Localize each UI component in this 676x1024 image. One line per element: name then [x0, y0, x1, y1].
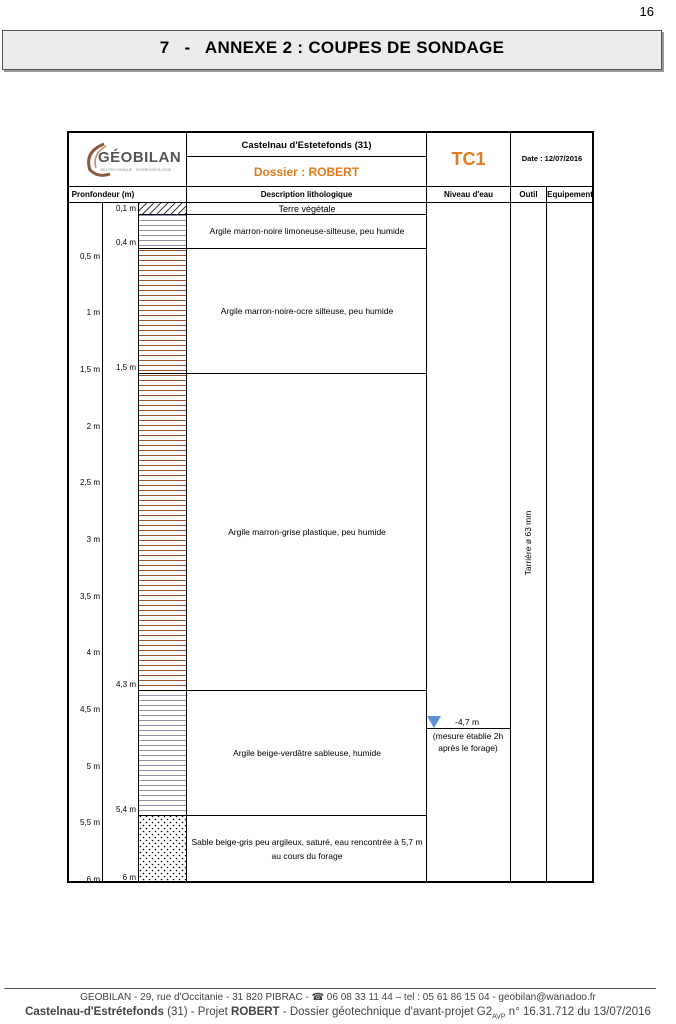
depth-tick-label: 2 m: [86, 421, 100, 431]
water-column-header: Niveau d'eau: [443, 190, 494, 199]
layer-description: Sable beige-gris peu argileux, saturé, eau rencontrée à 5,7 m au cours du forage: [191, 836, 423, 861]
depth-tick-label: 4 m: [86, 648, 100, 658]
water-note: (mesure établie 2h après le forage): [432, 730, 504, 753]
lithology-pattern-column: [139, 203, 186, 882]
footer-sub: AVP: [492, 1013, 506, 1021]
layer-boundary: [138, 815, 426, 816]
footer-text-3: n° 16.31.712 du 13/07/2016: [505, 1006, 651, 1018]
section-title: 7 - ANNEXE 2 : COUPES DE SONDAGE: [159, 38, 505, 57]
depth-tick-label: 2,5 m: [79, 478, 100, 488]
depth-tick-label: 3,5 m: [79, 591, 100, 601]
depth-tick-label: 5 m: [86, 761, 100, 771]
depth-tick-label: 4,5 m: [79, 704, 100, 714]
layer-depth-label: 4,3 m: [115, 680, 136, 690]
layer-pattern-2: [139, 214, 186, 248]
layer-pattern-4: [139, 373, 186, 690]
depth-tick-label: 3 m: [86, 534, 100, 544]
layer-pattern-1: [139, 203, 186, 214]
footer-location: Castelnau-d'Estrétefonds: [25, 1006, 164, 1018]
layer-pattern-6: [139, 815, 186, 882]
layer-pattern-5: [139, 690, 186, 815]
layer-description: Argile marron-grise plastique, peu humide: [228, 526, 386, 537]
water-depth-label: -4,7 m: [455, 716, 480, 727]
date-label: Date : 12/07/2016: [521, 154, 583, 163]
logo-tagline: GÉOTECHNIQUE · HYDROGÉOLOGIE: [100, 167, 172, 172]
depth-tick-label: 1,5 m: [79, 364, 100, 374]
tool-label: Tarrière ø 63 mm: [523, 510, 533, 576]
geobilan-logo: [76, 136, 182, 182]
layer-description: Terre végétale: [278, 204, 336, 214]
footer-text-2: - Dossier géotechnique d'avant-projet G2: [279, 1006, 493, 1018]
footer-project-name: ROBERT: [231, 1006, 280, 1018]
water-level-line: [427, 728, 510, 729]
layer-depth-label: 5,4 m: [115, 804, 136, 814]
depth-tick-label: 5,5 m: [79, 818, 100, 828]
layer-description: Argile beige-verdâtre sableuse, humide: [233, 747, 381, 758]
water-level-triangle-icon: [427, 716, 441, 728]
page-number: 16: [639, 4, 654, 19]
footer-contact: GEOBILAN - 29, rue d'Occitanie - 31 820 PIBRAC - ☎ 06 08 33 11 44 – tel : 05 61 86 15 04 - geobilan@wanadoo.fr: [80, 992, 596, 1003]
layer-boundary: [138, 248, 426, 249]
footer-text-1: (31) - Projet: [163, 1006, 232, 1018]
footer-rule: [4, 988, 656, 989]
tool-column-header: Outil: [519, 190, 538, 199]
lithology-column-header: Description lithologique: [260, 190, 353, 199]
layer-boundary: [138, 373, 426, 374]
depth-tick-label: 1 m: [86, 308, 100, 318]
borehole-code: TC1: [451, 149, 486, 169]
section-title-box: [2, 30, 662, 70]
dossier-title: Dossier : ROBERT: [253, 165, 360, 179]
layer-description: Argile marron-noire limoneuse-silteuse, peu humide: [209, 226, 405, 237]
logo-text: GÉOBILAN: [98, 149, 182, 166]
layer-pattern-3: [139, 248, 186, 373]
layer-description: Argile marron-noire-ocre silteuse, peu humide: [220, 305, 394, 316]
layer-depth-label: 0,1 m: [115, 204, 136, 214]
equipment-column-header: Equipement: [547, 190, 593, 199]
layer-depth-label: 0,4 m: [115, 238, 136, 248]
footer-project: [0, 1006, 676, 1020]
layer-depth-label: 1,5 m: [115, 362, 136, 372]
depth-tick-label: 0,5 m: [79, 251, 100, 261]
location-title: Castelnau d'Estetefonds (31): [241, 140, 372, 151]
depth-tick-label: 6 m: [86, 874, 100, 884]
depth-column-header: Pronfondeur (m): [71, 190, 135, 199]
layer-depth-label: 6 m: [122, 872, 136, 882]
layer-boundary: [138, 690, 426, 691]
